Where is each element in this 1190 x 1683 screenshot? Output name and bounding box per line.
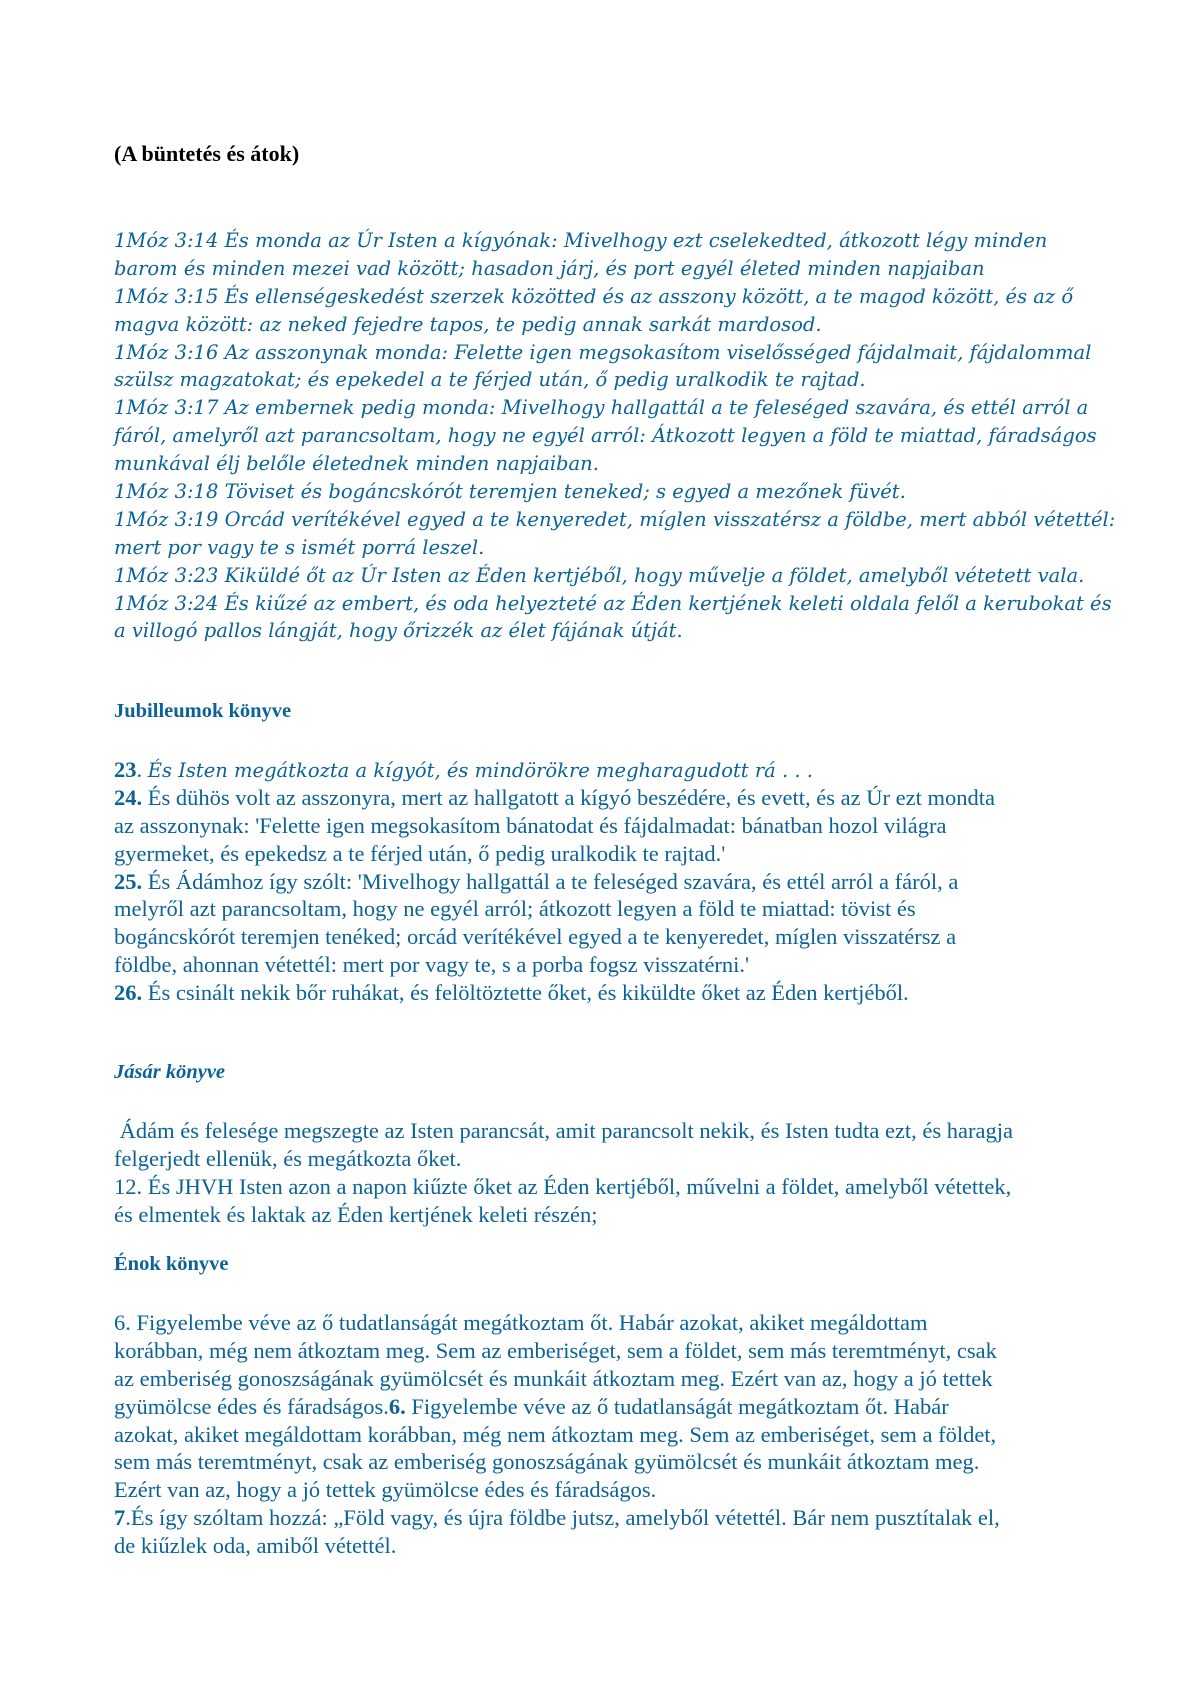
verse-text: És csinált nekik bőr ruhákat, és felöltöztette őket, és kiküldte őket az Éden kertjéből. [142, 980, 909, 1006]
verse-7-line: de kiűzlek oda, amiből vétettél. [114, 1533, 397, 1559]
jashar-line: Ádám és felesége megszegte az Isten parancsát, amit parancsolt nekik, és Isten tudta ezt, és haragja [114, 1118, 1013, 1143]
genesis-line: 1Móz 3:17 Az embernek pedig monda: Mivelhogy hallgattál a te feleséged szavára, és ettél arról a [114, 396, 1089, 420]
verse-text: És Ádámhoz így szólt: 'Mivelhogy hallgattál a te feleséged szavára, és ettél arról a fáról, a [142, 868, 959, 894]
verse-23 [114, 756, 995, 784]
section-heading-enoch: Énok könyve [114, 1253, 229, 1275]
verse-25-line: melyről azt parancsoltam, hogy ne egyél arról; átkozott legyen a föld te miattad: tövist és [114, 896, 916, 922]
enoch-text: gyümölcse édes és fáradságos. [114, 1393, 389, 1419]
genesis-line: munkával élj belőle életednek minden napjaiban. [114, 452, 599, 476]
verse-text: És Isten megátkozta a kígyót, és mindörökre megharagudott rá . . . [147, 759, 813, 782]
verse-26 [114, 979, 995, 1007]
verse-number: 25. [114, 868, 143, 894]
verse-24-line: az asszonynak: 'Felette igen megsokasítom bánatodat és fájdalmadat: bánatban hozol világra [114, 812, 947, 838]
enoch-text: Figyelembe véve az ő tudatlanságát megátkoztam őt. Habár [405, 1393, 949, 1419]
genesis-line: 1Móz 3:19 Orcád verítékével egyed a te kenyeredet, míglen visszatérsz a földbe, mert abból vétettél: [114, 507, 1116, 531]
verse-24 [114, 784, 995, 812]
genesis-line: fáról, amelyről azt parancsoltam, hogy ne egyél arról: Átkozott legyen a föld te miattad, fáradságos [114, 424, 1097, 448]
genesis-line: magva között: az neked fejedre tapos, te pedig annak sarkát mardosod. [114, 312, 822, 336]
verse-separator: . [136, 757, 148, 782]
verse-number: 6. [388, 1393, 406, 1419]
verse-25 [114, 868, 995, 896]
genesis-line: 1Móz 3:15 És ellenségeskedést szerzek közötted és az asszony között, a te magod között, és az ő [114, 284, 1074, 308]
genesis-line: 1Móz 3:23 Kiküldé őt az Úr Isten az Éden kertjéből, hogy művelje a földet, amelyből vétetett vala. [114, 563, 1085, 587]
jashar-line: felgerjedt ellenük, és megátkozta őket. [114, 1145, 462, 1171]
verse-number: 7 [114, 1505, 126, 1531]
verse-25-line: földbe, ahonnan vétettél: mert por vagy te, s a porba fogsz visszatérni.' [114, 952, 750, 978]
verse-number: 24. [114, 784, 143, 810]
genesis-line: mert por vagy te s ismét porrá leszel. [114, 535, 485, 559]
verse-number: 23 [114, 757, 137, 782]
enoch-line: Ezért van az, hogy a jó tettek gyümölcse édes és fáradságos. [114, 1477, 657, 1503]
enoch-line: az emberiség gonoszságának gyümölcsét és munkáit átkoztam meg. Ezért van az, hogy a jó tettek [114, 1365, 993, 1391]
enoch-line [114, 1393, 1000, 1421]
jashar-line: 12. És JHVH Isten azon a napon kiűzte őket az Éden kertjéből, művelni a földet, amelyből vétettek, [114, 1173, 1012, 1199]
section-heading-jashar: Jásár könyve [114, 1061, 226, 1083]
enoch-line: sem más teremtményt, csak az emberiség gonoszságának gyümölcsét és munkáit átkoztam meg. [114, 1449, 980, 1475]
verse-text: .És így szóltam hozzá: „Föld vagy, és újra földbe jutsz, amelyből vétettél. Bár nem pusztítalak el, [125, 1505, 1000, 1531]
verse-text: És dühös volt az asszonyra, mert az hallgatott a kígyó beszédére, és evett, és az Úr ezt mondta [142, 784, 995, 810]
genesis-line: barom és minden mezei vad között; hasadon járj, és port egyél életed minden napjaiban [114, 256, 985, 280]
genesis-line: 1Móz 3:16 Az asszonynak monda: Felette igen megsokasítom viselősséged fájdalmait, fájdalommal [114, 340, 1092, 364]
genesis-line: 1Móz 3:24 És kiűzé az embert, és oda helyezteté az Éden kertjének keleti oldala felől a kerubokat és [114, 591, 1112, 615]
jashar-passage [114, 1117, 1013, 1229]
genesis-line: a villogó pallos lángját, hogy őrizzék az élet fájának útját. [114, 619, 683, 643]
verse-number: 26. [114, 980, 143, 1006]
verse-25-line: bogáncskórót teremjen tenéked; orcád verítékével egyed a te kenyeredet, míglen visszatérsz a [114, 924, 957, 950]
genesis-line: 1Móz 3:14 És monda az Úr Isten a kígyónak: Mivelhogy ezt cselekedted, átkozott légy minden [114, 229, 1048, 252]
jashar-line: és elmentek és laktak az Éden kertjének keleti részén; [114, 1201, 598, 1227]
enoch-line: korábban, még nem átkoztam meg. Sem az emberiséget, sem a földet, sem más teremtményt, csak [114, 1337, 997, 1363]
verse-7 [114, 1504, 1000, 1532]
genesis-passage [114, 227, 1115, 645]
verse-24-line: gyermeket, és epekedsz a te férjed után, ő pedig uralkodik te rajtad.' [114, 840, 726, 866]
genesis-line: szülsz magzatokat; és epekedel a te férjed után, ő pedig uralkodik te rajtad. [114, 368, 866, 392]
enoch-line: 6. Figyelembe véve az ő tudatlanságát megátkoztam őt. Habár azokat, akiket megáldottam [114, 1310, 928, 1335]
section-heading-jubilees: Jubilleumok könyve [114, 700, 292, 722]
enoch-line: azokat, akiket megáldottam korábban, még nem átkoztam meg. Sem az emberiséget, sem a földet, [114, 1421, 997, 1447]
enoch-passage [114, 1309, 1000, 1560]
document-title: (A büntetés és átok) [114, 141, 300, 166]
jubilees-passage [114, 756, 995, 1007]
genesis-line: 1Móz 3:18 Töviset és bogáncskórót teremjen teneked; s egyed a mezőnek füvét. [114, 480, 906, 504]
